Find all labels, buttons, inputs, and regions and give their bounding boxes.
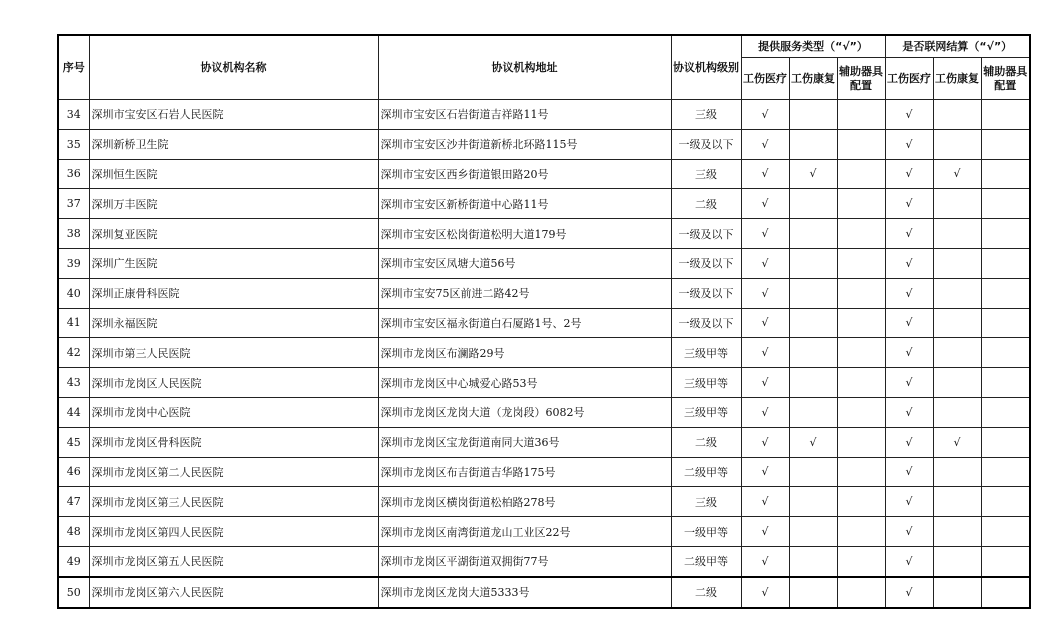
service-rehab-check bbox=[789, 487, 837, 517]
service-rehab-check bbox=[789, 189, 837, 219]
header-sub-network-medical: 工伤医疗 bbox=[885, 58, 933, 100]
network-rehab-check bbox=[933, 129, 981, 159]
network-rehab-check bbox=[933, 189, 981, 219]
network-medical-check: √ bbox=[885, 159, 933, 189]
network-device-check bbox=[981, 308, 1030, 338]
level-cell: 二级 bbox=[671, 189, 741, 219]
seq-cell: 47 bbox=[58, 487, 89, 517]
level-cell: 二级甲等 bbox=[671, 546, 741, 576]
network-rehab-check bbox=[933, 368, 981, 398]
network-medical-check: √ bbox=[885, 397, 933, 427]
table-row bbox=[58, 159, 1030, 189]
table-row bbox=[58, 368, 1030, 398]
address-cell: 深圳市宝安75区前进二路42号 bbox=[378, 278, 671, 308]
service-medical-check: √ bbox=[741, 219, 789, 249]
network-rehab-check: √ bbox=[933, 159, 981, 189]
address-cell: 深圳市宝安区石岩街道吉祥路11号 bbox=[378, 100, 671, 130]
seq-cell: 35 bbox=[58, 129, 89, 159]
service-rehab-check bbox=[789, 546, 837, 576]
name-cell: 深圳复亚医院 bbox=[89, 219, 378, 249]
header-address: 协议机构地址 bbox=[378, 35, 671, 100]
address-cell: 深圳市宝安区新桥街道中心路11号 bbox=[378, 189, 671, 219]
service-rehab-check bbox=[789, 397, 837, 427]
address-cell: 深圳市宝安区沙井街道新桥北环路115号 bbox=[378, 129, 671, 159]
name-cell: 深圳市龙岗区人民医院 bbox=[89, 368, 378, 398]
service-device-check bbox=[837, 397, 885, 427]
service-medical-check: √ bbox=[741, 427, 789, 457]
name-cell: 深圳永福医院 bbox=[89, 308, 378, 338]
service-medical-check: √ bbox=[741, 546, 789, 576]
service-device-check bbox=[837, 517, 885, 547]
seq-cell: 34 bbox=[58, 100, 89, 130]
service-device-check bbox=[837, 487, 885, 517]
network-rehab-check bbox=[933, 278, 981, 308]
level-cell: 三级甲等 bbox=[671, 368, 741, 398]
network-rehab-check bbox=[933, 219, 981, 249]
service-device-check bbox=[837, 308, 885, 338]
table-row bbox=[58, 546, 1030, 576]
network-device-check bbox=[981, 129, 1030, 159]
level-cell: 三级甲等 bbox=[671, 338, 741, 368]
level-cell: 三级 bbox=[671, 487, 741, 517]
name-cell: 深圳市龙岗区骨科医院 bbox=[89, 427, 378, 457]
name-cell: 深圳市龙岗区第六人民医院 bbox=[89, 577, 378, 608]
network-rehab-check bbox=[933, 338, 981, 368]
network-device-check bbox=[981, 546, 1030, 576]
service-device-check bbox=[837, 219, 885, 249]
service-medical-check: √ bbox=[741, 278, 789, 308]
service-rehab-check bbox=[789, 368, 837, 398]
name-cell: 深圳广生医院 bbox=[89, 248, 378, 278]
table-row bbox=[58, 219, 1030, 249]
network-device-check bbox=[981, 219, 1030, 249]
table-row bbox=[58, 100, 1030, 130]
level-cell: 二级 bbox=[671, 427, 741, 457]
network-rehab-check bbox=[933, 577, 981, 608]
table-row bbox=[58, 397, 1030, 427]
name-cell: 深圳市龙岗区第二人民医院 bbox=[89, 457, 378, 487]
service-device-check bbox=[837, 278, 885, 308]
network-rehab-check bbox=[933, 308, 981, 338]
level-cell: 三级 bbox=[671, 159, 741, 189]
service-rehab-check bbox=[789, 129, 837, 159]
level-cell: 一级及以下 bbox=[671, 219, 741, 249]
service-device-check bbox=[837, 338, 885, 368]
network-device-check bbox=[981, 427, 1030, 457]
header-sub-service-rehab: 工伤康复 bbox=[789, 58, 837, 100]
network-device-check bbox=[981, 338, 1030, 368]
service-medical-check: √ bbox=[741, 308, 789, 338]
network-device-check bbox=[981, 457, 1030, 487]
network-medical-check: √ bbox=[885, 546, 933, 576]
service-device-check bbox=[837, 129, 885, 159]
seq-cell: 49 bbox=[58, 546, 89, 576]
service-rehab-check bbox=[789, 219, 837, 249]
name-cell: 深圳正康骨科医院 bbox=[89, 278, 378, 308]
name-cell: 深圳市第三人民医院 bbox=[89, 338, 378, 368]
service-rehab-check bbox=[789, 577, 837, 608]
service-device-check bbox=[837, 546, 885, 576]
seq-cell: 41 bbox=[58, 308, 89, 338]
network-rehab-check bbox=[933, 397, 981, 427]
network-medical-check: √ bbox=[885, 308, 933, 338]
name-cell: 深圳市龙岗区第四人民医院 bbox=[89, 517, 378, 547]
network-device-check bbox=[981, 517, 1030, 547]
network-device-check bbox=[981, 189, 1030, 219]
header-network-group: 是否联网结算（“√”） bbox=[885, 35, 1030, 58]
table-row bbox=[58, 248, 1030, 278]
network-device-check bbox=[981, 159, 1030, 189]
address-cell: 深圳市龙岗区宝龙街道南同大道36号 bbox=[378, 427, 671, 457]
table-row bbox=[58, 427, 1030, 457]
service-device-check bbox=[837, 577, 885, 608]
service-rehab-check bbox=[789, 517, 837, 547]
table-row bbox=[58, 457, 1030, 487]
network-rehab-check bbox=[933, 248, 981, 278]
network-medical-check: √ bbox=[885, 427, 933, 457]
network-rehab-check bbox=[933, 517, 981, 547]
table-row bbox=[58, 129, 1030, 159]
service-medical-check: √ bbox=[741, 457, 789, 487]
seq-cell: 40 bbox=[58, 278, 89, 308]
header-sub-network-rehab: 工伤康复 bbox=[933, 58, 981, 100]
network-device-check bbox=[981, 248, 1030, 278]
network-medical-check: √ bbox=[885, 189, 933, 219]
address-cell: 深圳市龙岗区布吉街道吉华路175号 bbox=[378, 457, 671, 487]
service-medical-check: √ bbox=[741, 129, 789, 159]
address-cell: 深圳市龙岗区布澜路29号 bbox=[378, 338, 671, 368]
network-medical-check: √ bbox=[885, 248, 933, 278]
address-cell: 深圳市宝安区福永街道白石厦路1号、2号 bbox=[378, 308, 671, 338]
table-row bbox=[58, 487, 1030, 517]
service-device-check bbox=[837, 368, 885, 398]
address-cell: 深圳市宝安区凤塘大道56号 bbox=[378, 248, 671, 278]
network-medical-check: √ bbox=[885, 338, 933, 368]
seq-cell: 50 bbox=[58, 577, 89, 608]
header-sub-service-medical: 工伤医疗 bbox=[741, 58, 789, 100]
header-name: 协议机构名称 bbox=[89, 35, 378, 100]
seq-cell: 36 bbox=[58, 159, 89, 189]
service-rehab-check: √ bbox=[789, 427, 837, 457]
name-cell: 深圳恒生医院 bbox=[89, 159, 378, 189]
service-medical-check: √ bbox=[741, 368, 789, 398]
table-row bbox=[58, 338, 1030, 368]
address-cell: 深圳市龙岗区横岗街道松柏路278号 bbox=[378, 487, 671, 517]
service-device-check bbox=[837, 100, 885, 130]
network-rehab-check bbox=[933, 100, 981, 130]
network-device-check bbox=[981, 368, 1030, 398]
service-rehab-check bbox=[789, 338, 837, 368]
network-medical-check: √ bbox=[885, 100, 933, 130]
header-seq: 序号 bbox=[58, 35, 89, 100]
service-rehab-check bbox=[789, 100, 837, 130]
service-medical-check: √ bbox=[741, 397, 789, 427]
table-row bbox=[58, 189, 1030, 219]
level-cell: 一级及以下 bbox=[671, 129, 741, 159]
level-cell: 一级及以下 bbox=[671, 278, 741, 308]
service-rehab-check bbox=[789, 278, 837, 308]
network-medical-check: √ bbox=[885, 219, 933, 249]
service-medical-check: √ bbox=[741, 577, 789, 608]
network-device-check bbox=[981, 100, 1030, 130]
seq-cell: 48 bbox=[58, 517, 89, 547]
seq-cell: 38 bbox=[58, 219, 89, 249]
address-cell: 深圳市龙岗区龙岗大道（龙岗段）6082号 bbox=[378, 397, 671, 427]
table-row bbox=[58, 278, 1030, 308]
network-medical-check: √ bbox=[885, 129, 933, 159]
level-cell: 三级甲等 bbox=[671, 397, 741, 427]
service-device-check bbox=[837, 189, 885, 219]
address-cell: 深圳市龙岗区中心城爱心路53号 bbox=[378, 368, 671, 398]
service-medical-check: √ bbox=[741, 189, 789, 219]
network-medical-check: √ bbox=[885, 457, 933, 487]
level-cell: 一级甲等 bbox=[671, 517, 741, 547]
seq-cell: 39 bbox=[58, 248, 89, 278]
header-sub-network-device: 辅助器具配置 bbox=[981, 58, 1030, 100]
level-cell: 一级及以下 bbox=[671, 308, 741, 338]
name-cell: 深圳市宝安区石岩人民医院 bbox=[89, 100, 378, 130]
service-rehab-check: √ bbox=[789, 159, 837, 189]
header-level: 协议机构级别 bbox=[671, 35, 741, 100]
header-service-group: 提供服务类型（“√”） bbox=[741, 35, 885, 58]
service-rehab-check bbox=[789, 457, 837, 487]
table-row bbox=[58, 577, 1030, 608]
network-rehab-check bbox=[933, 487, 981, 517]
network-device-check bbox=[981, 577, 1030, 608]
institution-table bbox=[57, 34, 1031, 609]
seq-cell: 37 bbox=[58, 189, 89, 219]
service-medical-check: √ bbox=[741, 487, 789, 517]
name-cell: 深圳市龙岗区第三人民医院 bbox=[89, 487, 378, 517]
service-medical-check: √ bbox=[741, 159, 789, 189]
address-cell: 深圳市宝安区西乡街道银田路20号 bbox=[378, 159, 671, 189]
address-cell: 深圳市龙岗区南湾街道龙山工业区22号 bbox=[378, 517, 671, 547]
seq-cell: 45 bbox=[58, 427, 89, 457]
service-medical-check: √ bbox=[741, 248, 789, 278]
service-medical-check: √ bbox=[741, 517, 789, 547]
network-medical-check: √ bbox=[885, 517, 933, 547]
name-cell: 深圳新桥卫生院 bbox=[89, 129, 378, 159]
service-device-check bbox=[837, 427, 885, 457]
level-cell: 三级 bbox=[671, 100, 741, 130]
network-medical-check: √ bbox=[885, 487, 933, 517]
level-cell: 二级 bbox=[671, 577, 741, 608]
level-cell: 一级及以下 bbox=[671, 248, 741, 278]
network-rehab-check: √ bbox=[933, 427, 981, 457]
network-device-check bbox=[981, 397, 1030, 427]
seq-cell: 44 bbox=[58, 397, 89, 427]
address-cell: 深圳市宝安区松岗街道松明大道179号 bbox=[378, 219, 671, 249]
table-row bbox=[58, 308, 1030, 338]
service-medical-check: √ bbox=[741, 100, 789, 130]
network-medical-check: √ bbox=[885, 577, 933, 608]
network-rehab-check bbox=[933, 546, 981, 576]
table-row bbox=[58, 517, 1030, 547]
seq-cell: 42 bbox=[58, 338, 89, 368]
seq-cell: 46 bbox=[58, 457, 89, 487]
service-device-check bbox=[837, 159, 885, 189]
network-rehab-check bbox=[933, 457, 981, 487]
level-cell: 二级甲等 bbox=[671, 457, 741, 487]
header-sub-service-device: 辅助器具配置 bbox=[837, 58, 885, 100]
service-device-check bbox=[837, 457, 885, 487]
name-cell: 深圳市龙岗区第五人民医院 bbox=[89, 546, 378, 576]
network-device-check bbox=[981, 487, 1030, 517]
name-cell: 深圳市龙岗中心医院 bbox=[89, 397, 378, 427]
address-cell: 深圳市龙岗区平湖街道双拥街77号 bbox=[378, 546, 671, 576]
service-medical-check: √ bbox=[741, 338, 789, 368]
address-cell: 深圳市龙岗区龙岗大道5333号 bbox=[378, 577, 671, 608]
seq-cell: 43 bbox=[58, 368, 89, 398]
service-rehab-check bbox=[789, 248, 837, 278]
service-device-check bbox=[837, 248, 885, 278]
network-medical-check: √ bbox=[885, 278, 933, 308]
service-rehab-check bbox=[789, 308, 837, 338]
network-medical-check: √ bbox=[885, 368, 933, 398]
name-cell: 深圳万丰医院 bbox=[89, 189, 378, 219]
network-device-check bbox=[981, 278, 1030, 308]
